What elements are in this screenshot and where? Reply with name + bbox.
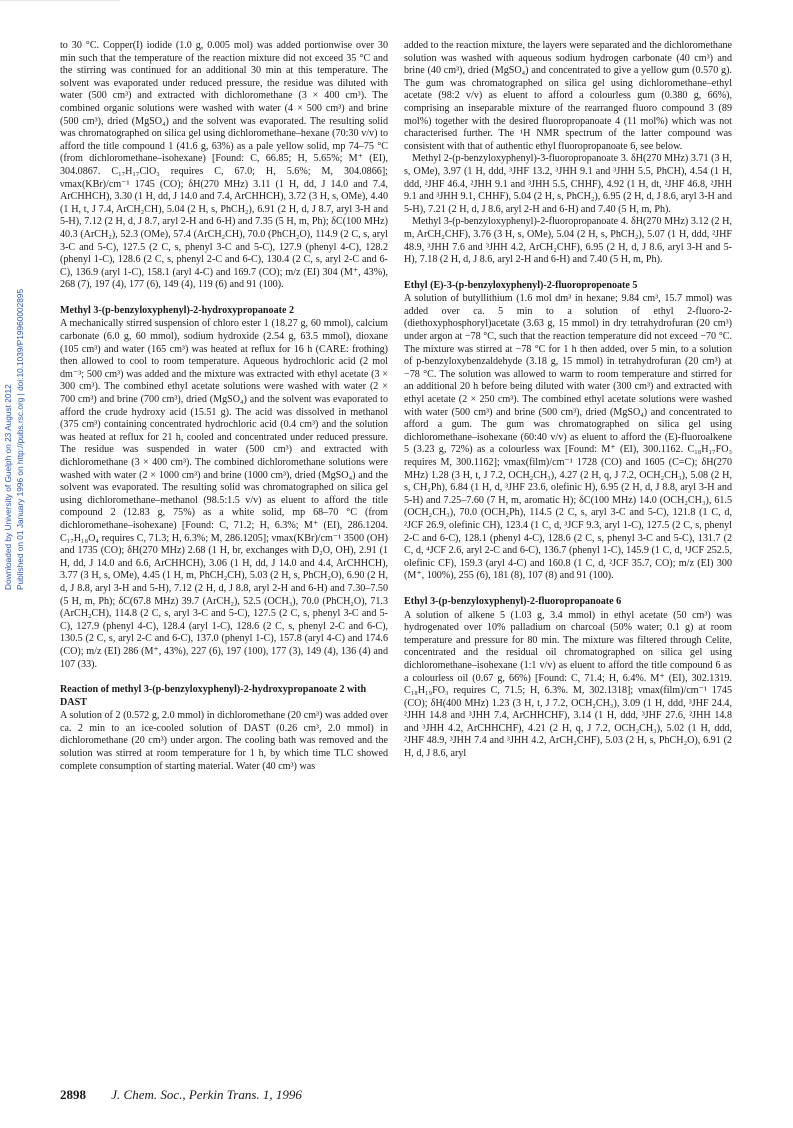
section-heading-dast-reaction: Reaction of methyl 3-(p-benzyloxyphenyl)-2-hydroxypropanoate 2 with DAST: [60, 684, 367, 708]
page-footer: [60, 1087, 302, 1103]
section-heading-compound-6: Ethyl 3-(p-benzyloxyphenyl)-2-fluoropropanoate 6: [404, 595, 622, 607]
journal-citation: J. Chem. Soc., Perkin Trans. 1, 1996: [111, 1087, 302, 1102]
published-line[interactable]: Published on 01 January 1996 on http://pubs.rsc.org | doi:10.1039/P19960002895: [15, 288, 25, 590]
section-heading-compound-2: Methyl 3-(p-benzyloxyphenyl)-2-hydroxypropanoate 2: [60, 304, 295, 316]
top-rule: [0, 0, 120, 1]
compound-3-data: Methyl 2-(p-benzyloxyphenyl)-3-fluoropropanoate 3. δH(270 MHz) 3.71 (3 H, s, OMe), 3.97 (1 H, ddd, ³JHF 13.2, ³JHH 9.1 and ³JHH 5.5, PhCH), 4.54 (1 H, ddd, ²JHF 46.4, ²JHH 9.1 and ³JHH 5.5, CHHF), 4.92 (1 H, dt, ²JHF 46.8, ²JHH 9.1 and ³JHH 9.1, CHHF), 5.04 (2 H, s, PhCH₂), 6.95 (2 H, d, J 8.6, aryl 3-H and 5-H), 7.21 (2 H, d, J 8.6, aryl 2-H and 6-H) and 7.40 (5 H, m, Ph).: [404, 153, 732, 215]
download-sidebar: [2, 150, 30, 590]
download-notice: [2, 150, 26, 590]
continuation-paragraph: to 30 °C. Copper(I) iodide (1.0 g, 0.005 mol) was added portionwise over 30 min such that the temperature of the reaction mixture did not exceed 35 °C and the stirring was continued for an additional 30 min at this temperature. The solvent was evaporated under reduced pressure, the residue was diluted with water (500 cm³) and extracted with dichloromethane (3 × 400 cm³). The combined organic solutions were washed with water (4 × 500 cm³) and brine (500 cm³), dried (MgSO₄) and the solvent was evaporated. The resulting solid was chromatographed on silica gel using dichloromethane–hexane (70:30 v/v) to afford the title compound 1 (41.6 g, 63%) as a pale yellow solid, mp 74–75 °C (from dichloromethane–isohexane) [Found: C, 66.85; H, 5.65%; M⁺ (EI), 304.0867. C₁₇H₁₇ClO₃ requires C, 67.0; H, 5.6%; M, 304.0866]; νmax(KBr)/cm⁻¹ 1745 (CO); δH(270 MHz) 3.11 (1 H, dd, J 14.0 and 7.4, ArCHHCH), 3.30 (1 H, dd, J 14.0 and 7.4, ArCHHCH), 3.72 (3 H, s, OMe), 4.40 (1 H, t, J 7.4, ArCH₂CH), 5.04 (2 H, s, PhCH₂), 6.91 (2 H, d, J 8.7, aryl 3-H and 5-H), 7.12 (2 H, d, J 8.7, aryl 2-H and 6-H) and 7.35 (5 H, m, Ph); δC(100 MHz) 40.3 (ArCH₂), 52.3 (OMe), 57.4 (ArCH₂CH), 70.0 (PhCH₂O), 114.9 (2 C, s, aryl 3-C and 5-C), 127.5 (2 C, s, phenyl 3-C and 5-C), 127.9 (phenyl 4-C), 128.2 (phenyl 1-C), 128.6 (2 C, s, phenyl 2-C and 6-C), 130.4 (2 C, s, aryl 2-C and 6-C), 136.9 (aryl 1-C), 158.1 (aryl 4-C) and 169.7 (CO); m/z (EI) 304 (M⁺, 43%), 268 (7), 197 (4), 177 (6), 149 (4), 119 (6) and 91 (100).: [60, 40, 388, 291]
procedure-paragraph-dast: A solution of 2 (0.572 g, 2.0 mmol) in dichloromethane (20 cm³) was added over ca. 2 min to an ice-cooled solution of DAST (0.26 cm³, 2.0 mmol) in dichloromethane (20 cm³) under argon. The cooling bath was removed and the solution was stirred at room temperature for 1 h, by which time TLC showed complete consumption of starting material. Water (40 cm³) was: [60, 710, 388, 772]
section-heading-compound-5: Ethyl (E)-3-(p-benzyloxyphenyl)-2-fluoropropenoate 5: [404, 279, 638, 291]
right-column: [404, 40, 732, 761]
procedure-paragraph-compound-5: A solution of butyllithium (1.6 mol dm³ in hexane; 9.84 cm³, 15.7 mmol) was added over ca. 5 min to a solution of ethyl 2-fluoro-2-(diethoxyphosphoryl)acetate (3.63 g, 15 mmol) in dry tetrahydrofuran (20 cm³) under argon at −78 °C, such that the reaction temperature did not exceed −70 °C. The mixture was stirred at −78 °C for 1 h then added, over 5 min, to a solution of p-benzyloxybenzaldehyde (3.18 g, 15 mmol) in tetrahydrofuran (20 cm³) at −78 °C. The solution was allowed to warm to room temperature and stirred for an additional 20 h before being diluted with water (300 cm³) and extracted with ethyl acetate (2 × 250 cm³). The combined ethyl acetate solutions were washed with water (500 cm³) and brine (500 cm³), dried (MgSO₄) and concentrated to afford a gum. The gum was chromatographed on silica gel using dichloromethane–isohexane (60:40 v/v) as eluent to afford the (E)-fluoroalkene 5 (3.23 g, 72%) as a colourless wax [Found: M⁺ (EI), 300.1162. C₁₈H₁₇FO₃ requires M, 300.1162]; νmax(film)/cm⁻¹ 1728 (CO) and 1605 (C=C); δH(270 MHz) 1.28 (3 H, t, J 7.2, OCH₂CH₃), 4.27 (2 H, q, J 7.2, OCH₂CH₃), 5.08 (2 H, s, CH₂Ph), 6.84 (1 H, d, ³JHF 23.6, olefinic H), 6.95 (2 H, d, J 8.8, aryl 3-H and 5-H) and 7.25–7.60 (7 H, m, aromatic H); δC(100 MHz) 14.0 (OCH₂CH₃), 61.5 (OCH₂CH₃), 70.0 (OCH₂Ph), 114.5 (2 C, s, aryl 3-C and 5-C), 121.8 (1 C, d, ²JCF 26.9, olefinic CH), 123.4 (1 C, d, ³JCF 9.3, aryl 1-C), 127.5 (2 C, s, phenyl 2-C and 6-C), 128.1 (phenyl 4-C), 128.6 (2 C, s, phenyl 3-C and 5-C), 131.7 (2 C, d, ⁴JCF 2.6, aryl 2-C and 6-C), 136.7 (phenyl 1-C), 145.9 (1 C, d, ¹JCF 252.5, olefinic CF), 159.3 (aryl 4-C) and 160.8 (1 C, d, ²JCF 35.7, CO); m/z (EI) 300 (M⁺, 100%), 255 (6), 181 (8), 107 (8) and 91 (100).: [404, 293, 732, 582]
procedure-paragraph-compound-6: A solution of alkene 5 (1.03 g, 3.4 mmol) in ethyl acetate (50 cm³) was hydrogenated over 10% palladium on charcoal (50% water; 0.1 g) at room temperature and pressure for 80 min. The mixture was filtered through Celite, concentrated and the residual oil chromatographed on silica gel using dichloromethane–isohexane (1:1 v/v) as eluent to afford the title compound 6 as a colourless oil (0.67 g, 66%) [Found: C, 71.4; H, 6.4%. M⁺ (EI), 302.1319. C₁₈H₁₉FO₃ requires C, 71.5; H, 6.3%. M, 302.1318]; νmax(film)/cm⁻¹ 1745 (CO); δH(400 MHz) 1.23 (3 H, t, J 7.2, OCH₂CH₃), 3.09 (1 H, ddd, ³JHF 24.4, ²JHH 14.8 and ³JHH 7.4, ArCHHCHF), 3.14 (1 H, ddd, ³JHF 27.6, ²JHH 14.8 and ³JHH 4.2, ArCHHCHF), 4.21 (2 H, q, J 7.2, OCH₂CH₃), 5.02 (1 H, ddd, ²JHF 48.9, ³JHH 7.4 and ³JHH 4.2, ArCH₂CHF), 5.03 (2 H, s, PhCH₂O), 6.91 (2 H, d, J 8.6, aryl: [404, 609, 732, 760]
procedure-paragraph-compound-2: A mechanically stirred suspension of chloro ester 1 (18.27 g, 60 mmol), calcium carbonate (6.0 g, 60 mmol), sodium hydroxide (2.54 g, 63.5 mmol), dioxane (105 cm³) and water (165 cm³) was heated at reflux for 16 h (CARE: frothing) then allowed to cool to room temperature. Aqueous hydrochloric acid (2 mol dm⁻³; 500 cm³) was added and the mixture was extracted with ethyl acetate (3 × 300 cm³). The combined ethyl acetate solutions were washed with water (2 × 700 cm³) and brine (700 cm³), dried (MgSO₄) and the solvent was evaporated to afford the crude hydroxy acid (15.51 g). The acid was dissolved in methanol (375 cm³) containing concentrated hydrochloric acid (0.4 cm³) and the solution was heated at reflux for 21 h, cooled and concentrated under reduced pressure. The residue was suspended in water (500 cm³) and extracted with dichloromethane (3 × 400 cm³). The combined dichloromethane solutions were washed with water (2 × 1000 cm³) and brine (1000 cm³), dried (MgSO₄) and the solvent was evaporated. The resulting solid was chromatographed on silica gel using dichloromethane–methanol (98.5:1.5 v/v) as eluent to afford the title compound 2 (12.83 g, 75%) as a white solid, mp 68–70 °C (from dichloromethane–isohexane) [Found: C, 71.2; H, 6.3%; M⁺ (EI), 286.1204. C₁₇H₁₈O₄ requires C, 71.3; H, 6.3%; M, 286.1205]; νmax(KBr)/cm⁻¹ 3500 (OH) and 1735 (CO); δH(270 MHz) 2.68 (1 H, br, exchanges with D₂O, OH), 2.91 (1 H, dd, J 14.0 and 6.6, ArCHHCH), 3.06 (1 H, dd, J 14.0 and 4.4, ArCHHCH), 3.77 (3 H, s, OMe), 4.45 (1 H, m, PhCH₂CH), 5.03 (2 H, s, PhCH₂O), 6.90 (2 H, d, J 8.8, aryl 3-H and 5-H), 7.12 (2 H, d, J 8.8, aryl 2-H and 6-H) and 7.30–7.50 (5 H, m, Ph); δC(67.8 MHz) 39.7 (ArCH₂), 52.5 (OCH₃), 70.0 (PhCH₂O), 71.3 (ArCH₂CH), 114.8 (2 C, s, aryl 3-C and 5-C), 127.5 (2 C, s, phenyl 3-C and 5-C), 127.9 (phenyl 4-C), 128.4 (aryl 1-C), 128.6 (2 C, s, phenyl 2-C and 6-C), 130.5 (2 C, s, aryl 2-C and 6-C), 137.0 (phenyl 1-C), 157.8 (aryl 4-C) and 174.6 (CO); m/z (EI) 286 (M⁺, 43%), 227 (6), 197 (100), 177 (3), 149 (4), 136 (4) and 107 (33).: [60, 318, 388, 670]
downloaded-line[interactable]: Downloaded by University of Guelph on 23 August 2012: [3, 384, 13, 590]
page-number: 2898: [60, 1087, 86, 1102]
dast-continuation-paragraph: added to the reaction mixture, the layers were separated and the dichloromethane solution was washed with aqueous sodium hydrogen carbonate (40 cm³) and brine (40 cm³), dried (MgSO₄) and concentrated to give a yellow gum (0.570 g). The gum was chromatographed on silica gel using dichloromethane–ethyl acetate (98:2 v/v) as eluent to afford a colourless gum (0.380 g, 66%), comprising an inseparable mixture of the rearranged fluoro compound 3 (89 mol%) together with the desired fluoropropanoate 4 (11 mol%) which was not characterised further. The ¹H NMR spectrum of the latter compound was consistent with that of authentic ethyl fluoropropanoate 6, see below.: [404, 40, 732, 152]
compound-4-data: Methyl 3-(p-benzyloxyphenyl)-2-fluoropropanoate 4. δH(270 MHz) 3.12 (2 H, m, ArCH₂CHF), 3.76 (3 H, s, OMe), 5.04 (2 H, s, PhCH₂), 5.07 (1 H, ddd, ²JHF 48.9, ³JHH 7.6 and ³JHH 4.2, ArCH₂CHF), 6.95 (2 H, d, J 8.6, aryl 3-H and 5-H), 7.18 (2 H, d, J 8.6, aryl 2-H and 6-H) and 7.40 (5 H, m, Ph).: [404, 216, 732, 266]
left-column: [60, 40, 388, 773]
